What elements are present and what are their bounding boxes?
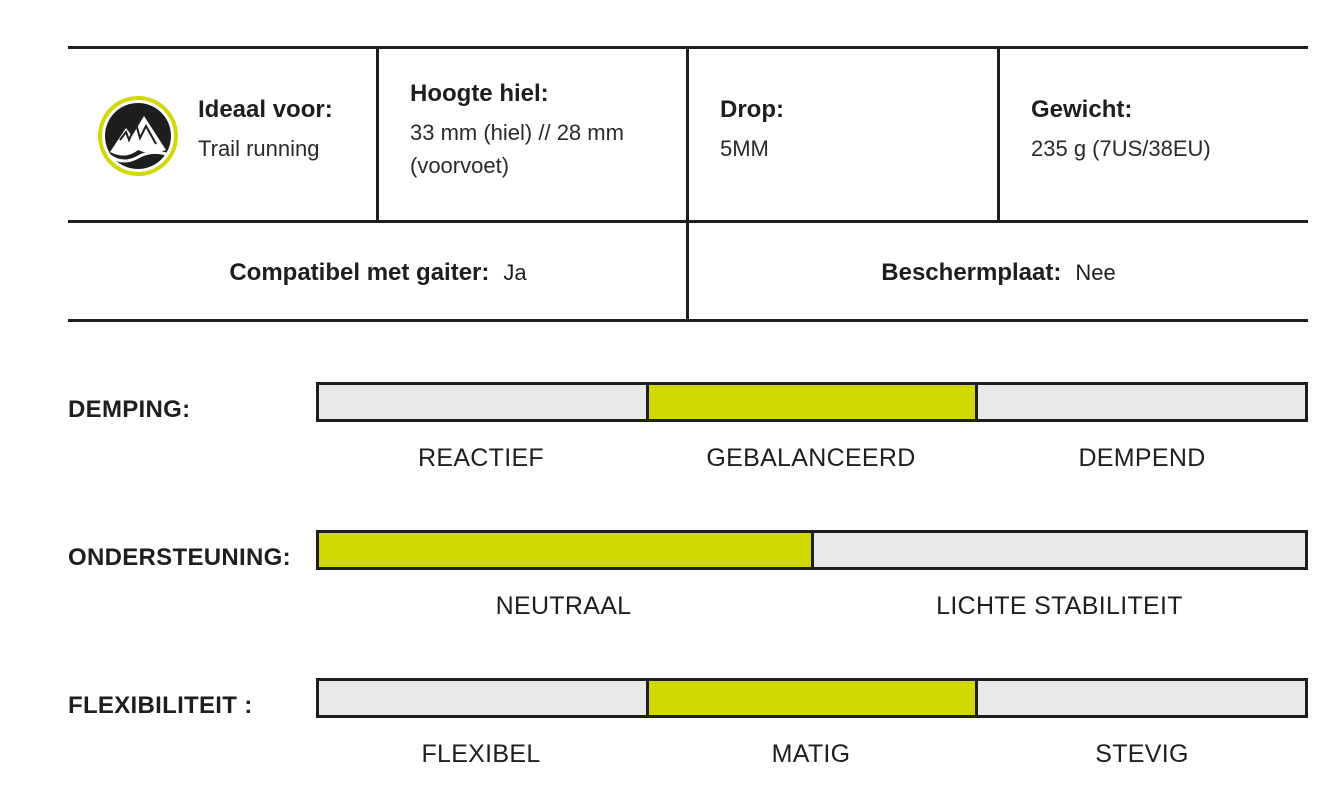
- rating-option: MATIG: [771, 740, 851, 768]
- rating-bar-flexibility: [316, 678, 1308, 718]
- rating-option: GEBALANCEERD: [706, 444, 916, 472]
- rating-segment: [975, 681, 1305, 715]
- table-column-divider: [997, 46, 1000, 223]
- weight-label: Gewicht:: [1031, 96, 1133, 123]
- rating-option: NEUTRAAL: [495, 592, 632, 620]
- rating-segment: [646, 385, 976, 419]
- rating-segment: [811, 533, 1306, 567]
- heel-height-cell: [410, 80, 660, 182]
- drop-cell: [720, 96, 784, 165]
- ideal-for-cell: [198, 96, 333, 165]
- rating-label-flexibility: FLEXIBILITEIT :: [68, 692, 253, 719]
- gaiter-value: Ja: [503, 260, 527, 285]
- gaiter-label: Compatibel met gaiter:: [229, 259, 490, 286]
- rating-segment: [646, 681, 976, 715]
- heel-height-value: 33 mm (hiel) // 28 mm (voorvoet): [410, 120, 624, 178]
- rock-plate-value: Nee: [1075, 260, 1116, 285]
- rating-bar-cushioning: [316, 382, 1308, 422]
- rating-segment: [319, 533, 811, 567]
- rating-option: STEVIG: [1095, 740, 1189, 768]
- rating-option: LICHTE STABILITEIT: [936, 592, 1183, 620]
- rating-segment: [319, 385, 646, 419]
- rating-segment: [319, 681, 646, 715]
- rating-option: REACTIEF: [417, 444, 545, 472]
- rating-option: FLEXIBEL: [421, 740, 541, 768]
- table-column-divider: [376, 46, 379, 223]
- drop-value: 5MM: [720, 136, 769, 161]
- gaiter-cell: [68, 224, 688, 322]
- rating-option: DEMPEND: [1078, 444, 1206, 472]
- weight-cell: [1031, 96, 1211, 165]
- rating-label-cushioning: DEMPING:: [68, 396, 191, 423]
- rating-segment: [975, 385, 1305, 419]
- rock-plate-label: Beschermplaat:: [881, 259, 1062, 286]
- ideal-for-label: Ideaal voor:: [198, 96, 333, 123]
- rating-bar-support: [316, 530, 1308, 570]
- ideal-for-value: Trail running: [198, 136, 320, 161]
- mountain-trail-icon: [96, 94, 180, 178]
- rock-plate-cell: [689, 224, 1308, 322]
- heel-height-label: Hoogte hiel:: [410, 80, 549, 107]
- drop-label: Drop:: [720, 96, 784, 123]
- rating-label-support: ONDERSTEUNING:: [68, 544, 291, 571]
- spec-table: [68, 46, 1308, 322]
- weight-value: 235 g (7US/38EU): [1031, 136, 1211, 161]
